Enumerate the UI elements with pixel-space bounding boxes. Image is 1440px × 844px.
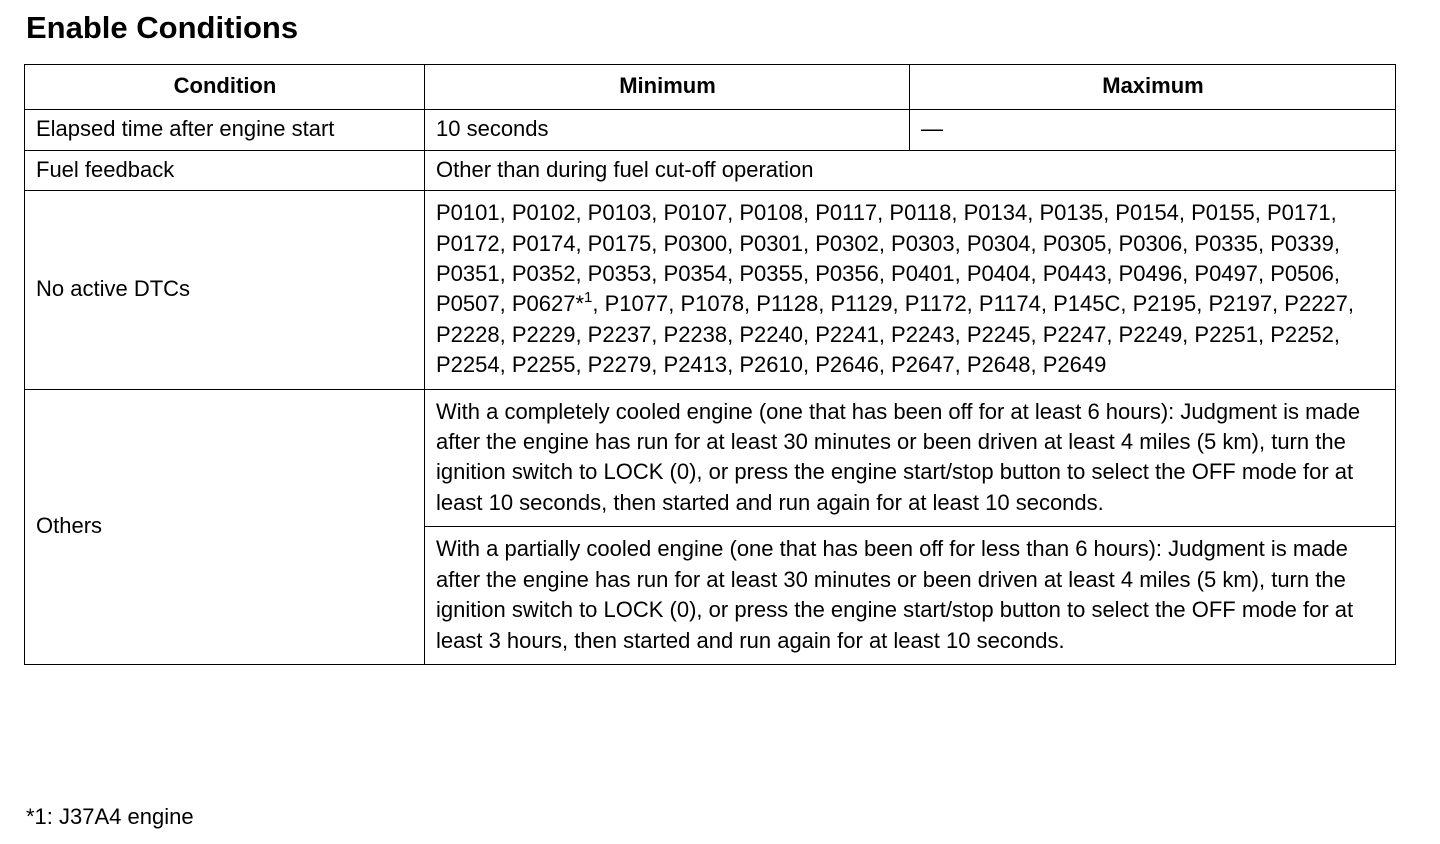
row-others-1	[25, 389, 1396, 527]
cell-condition: Fuel feedback	[25, 150, 425, 190]
header-maximum: Maximum	[910, 65, 1396, 110]
row-fuel-feedback	[25, 150, 1396, 190]
footnote-mark: 1	[584, 289, 593, 307]
cell-value: Other than during fuel cut-off operation	[425, 150, 1396, 190]
cell-dtc-list	[425, 191, 1396, 389]
cell-others-partially-cooled: With a partially cooled engine (one that has been off for less than 6 hours): Judgment is made after the engine has run for at least 30 minutes or been driven at least 4 miles (5 km), turn the ignition switch to LOCK (0), or press the engine start/stop button to select the OFF mode for at least 3 hours, then started and run again for at least 10 seconds.	[425, 527, 1396, 665]
dtc-codes-part-1: P0101, P0102, P0103, P0107, P0108, P0117, P0118, P0134, P0135, P0154, P0155, P0171, P0172, P0174, P0175, P0300, P0301, P0302, P0303, P0304, P0305, P0306, P0335, P0339, P0351, P0352, P0353, P0354, P0355, P0356, P0401, P0404, P0443, P0496, P0497, P0506, P0507, P0627*	[436, 200, 1340, 317]
header-minimum: Minimum	[425, 65, 910, 110]
cell-condition: No active DTCs	[25, 191, 425, 389]
cell-maximum: —	[910, 110, 1396, 150]
dtc-codes-part-2: , P1077, P1078, P1128, P1129, P1172, P1174, P145C, P2195, P2197, P2227, P2228, P2229, P2237, P2238, P2240, P2241, P2243, P2245, P2247, P2249, P2251, P2252, P2254, P2255, P2279, P2413, P2610, P2646, P2647, P2648, P2649	[436, 291, 1355, 378]
header-condition: Condition	[25, 65, 425, 110]
footnote: *1: J37A4 engine	[26, 804, 194, 829]
row-elapsed-time	[25, 110, 1396, 150]
table-header-row	[25, 65, 1396, 110]
cell-others-completely-cooled: With a completely cooled engine (one that has been off for at least 6 hours): Judgment is made after the engine has run for at least 30 minutes or been driven at least 4 miles (5 km), turn the ignition switch to LOCK (0), or press the engine start/stop button to select the OFF mode for at least 10 seconds, then started and run again for at least 10 seconds.	[425, 389, 1396, 527]
cell-condition: Others	[25, 389, 425, 664]
row-no-active-dtcs	[25, 191, 1396, 389]
cell-condition: Elapsed time after engine start	[25, 110, 425, 150]
enable-conditions-table	[24, 64, 1396, 665]
cell-minimum: 10 seconds	[425, 110, 910, 150]
page-title: Enable Conditions	[26, 10, 299, 45]
